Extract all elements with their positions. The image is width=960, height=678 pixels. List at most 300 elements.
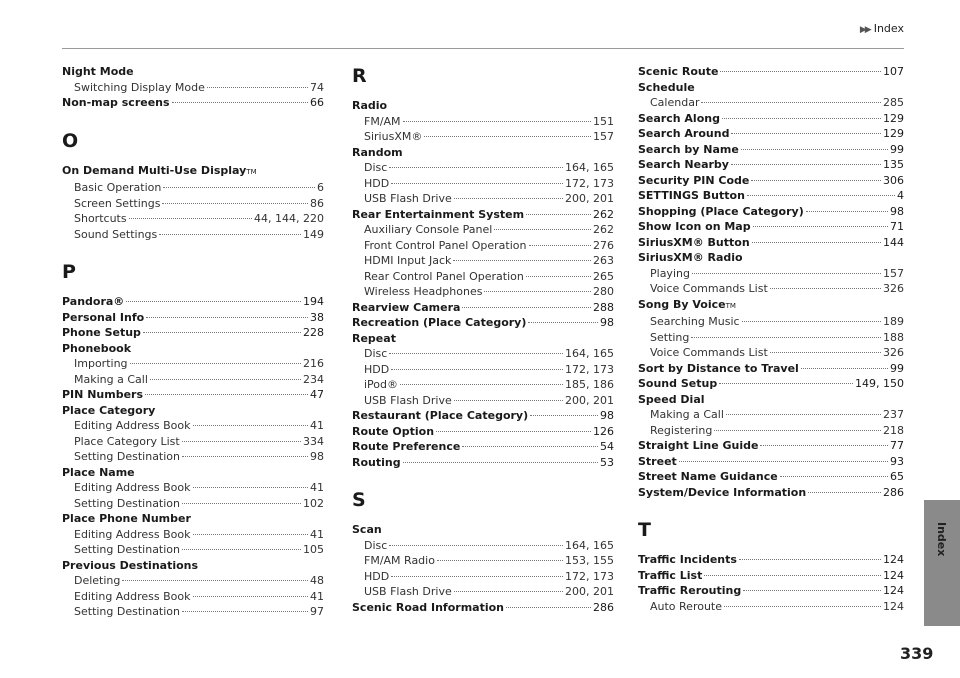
dot-leader xyxy=(182,549,301,550)
index-entry[interactable] xyxy=(638,173,904,189)
entry-text: Making a Call xyxy=(650,408,724,421)
dot-leader xyxy=(437,560,563,561)
index-subentry[interactable] xyxy=(62,356,324,372)
dot-leader xyxy=(704,575,881,576)
index-subentry[interactable] xyxy=(62,449,324,465)
index-entry[interactable] xyxy=(352,300,614,316)
entry-text: Editing Address Book xyxy=(74,481,191,494)
entry-page-ref[interactable]: 306 xyxy=(883,173,904,187)
index-subentry[interactable] xyxy=(352,238,614,254)
index-heading xyxy=(352,331,614,347)
index-heading xyxy=(638,297,904,315)
index-entry[interactable] xyxy=(352,424,614,440)
index-heading xyxy=(62,163,324,181)
entry-text: Sound Setup xyxy=(638,377,718,390)
dot-leader xyxy=(146,317,308,318)
entry-page-ref[interactable]: 98 xyxy=(890,204,904,218)
index-subentry[interactable] xyxy=(352,569,614,585)
index-entry[interactable] xyxy=(638,552,904,568)
index-column-3 xyxy=(638,64,904,614)
dot-leader xyxy=(391,576,563,577)
index-subentry[interactable] xyxy=(638,345,904,361)
dot-leader xyxy=(753,226,888,227)
entry-text: Security PIN Code xyxy=(638,173,750,187)
dot-leader xyxy=(424,136,591,137)
index-entry[interactable] xyxy=(638,111,904,127)
entry-text: Disc xyxy=(364,161,388,174)
entry-page-ref[interactable]: 98 xyxy=(600,316,614,329)
index-column-1 xyxy=(62,64,324,620)
index-entry[interactable] xyxy=(352,600,614,616)
entry-page-ref[interactable]: 98 xyxy=(310,450,324,463)
heading-text: On Demand Multi-Use Display xyxy=(62,163,247,177)
entry-page-ref[interactable]: 216 xyxy=(303,357,324,370)
index-heading xyxy=(62,64,324,80)
entry-page-ref[interactable]: 124 xyxy=(883,568,904,582)
dot-leader xyxy=(484,291,591,292)
entry-text: Non-map screens xyxy=(62,96,170,109)
entry-page-ref[interactable]: 41 xyxy=(310,481,324,494)
entry-text: SiriusXM® Button xyxy=(638,235,750,249)
index-subentry[interactable] xyxy=(62,196,324,212)
entry-page-ref[interactable]: 194 xyxy=(303,295,324,308)
page-header xyxy=(62,0,904,49)
entry-page-ref[interactable]: 286 xyxy=(593,600,614,614)
index-subentry[interactable] xyxy=(352,362,614,378)
index-subentry[interactable] xyxy=(352,129,614,145)
entry-text: PIN Numbers xyxy=(62,388,143,401)
index-entry[interactable] xyxy=(638,454,904,470)
index-subentry[interactable] xyxy=(638,281,904,297)
index-entry[interactable] xyxy=(638,235,904,251)
entry-text: Traffic List xyxy=(638,568,703,582)
entry-page-ref[interactable]: 164, 165 xyxy=(565,161,614,174)
entry-page-ref[interactable]: 286 xyxy=(883,485,904,499)
entry-page-ref[interactable]: 200, 201 xyxy=(565,192,614,205)
index-subentry[interactable] xyxy=(352,114,614,130)
entry-text: Sound Settings xyxy=(74,227,158,241)
entry-text: Traffic Incidents xyxy=(638,553,737,566)
entry-text: Phone Setup xyxy=(62,326,141,339)
entry-page-ref[interactable]: 276 xyxy=(593,238,614,252)
entry-text: Importing xyxy=(74,357,128,370)
entry-text: Voice Commands List xyxy=(650,346,768,359)
entry-page-ref[interactable]: 172, 173 xyxy=(565,176,614,190)
index-entry[interactable] xyxy=(638,361,904,377)
dot-leader xyxy=(720,71,881,72)
dot-leader xyxy=(126,301,301,302)
entry-text: Screen Settings xyxy=(74,196,161,210)
entry-text: Shortcuts xyxy=(74,212,127,225)
heading-text: Place Name xyxy=(62,465,135,479)
index-subentry[interactable] xyxy=(638,330,904,346)
entry-text: Restaurant (Place Category) xyxy=(352,409,529,422)
index-heading xyxy=(352,98,614,114)
entry-page-ref[interactable]: 53 xyxy=(600,455,614,469)
dot-leader xyxy=(770,352,881,353)
entry-page-ref[interactable]: 86 xyxy=(310,196,324,210)
index-subentry[interactable] xyxy=(62,227,324,243)
index-entry[interactable] xyxy=(62,310,324,326)
index-subentry[interactable] xyxy=(62,542,324,558)
index-entry[interactable] xyxy=(62,294,324,310)
index-entry[interactable] xyxy=(62,95,324,111)
index-subentry[interactable] xyxy=(352,222,614,238)
index-subentry[interactable] xyxy=(352,191,614,207)
dot-leader xyxy=(454,400,563,401)
entry-page-ref[interactable]: 99 xyxy=(890,142,904,156)
entry-page-ref[interactable]: 157 xyxy=(593,130,614,143)
entry-page-ref[interactable]: 288 xyxy=(593,300,614,314)
entry-page-ref[interactable]: 41 xyxy=(310,589,324,603)
entry-page-ref[interactable]: 228 xyxy=(303,326,324,339)
dot-leader xyxy=(159,234,301,235)
dot-leader xyxy=(182,456,308,457)
heading-text: Phonebook xyxy=(62,341,132,355)
entry-page-ref[interactable]: 124 xyxy=(883,584,904,597)
entry-text: Personal Info xyxy=(62,310,145,324)
index-side-tab[interactable] xyxy=(924,500,960,626)
dot-leader xyxy=(691,337,881,338)
index-subentry[interactable] xyxy=(352,160,614,176)
index-letter-heading: S xyxy=(352,489,366,511)
dot-leader xyxy=(726,414,881,415)
index-heading xyxy=(62,558,324,574)
entry-text: HDD xyxy=(364,362,390,376)
entry-page-ref[interactable]: 47 xyxy=(310,388,324,401)
entry-page-ref[interactable]: 54 xyxy=(600,440,614,453)
dot-leader xyxy=(400,384,563,385)
entry-page-ref[interactable]: 172, 173 xyxy=(565,569,614,583)
entry-page-ref[interactable]: 99 xyxy=(890,361,904,375)
entry-page-ref[interactable]: 41 xyxy=(310,419,324,432)
entry-page-ref[interactable]: 126 xyxy=(593,424,614,438)
dot-leader xyxy=(182,503,301,504)
dot-leader xyxy=(780,476,888,477)
index-entry[interactable] xyxy=(638,219,904,235)
entry-page-ref[interactable]: 77 xyxy=(890,439,904,452)
dot-leader xyxy=(742,321,881,322)
entry-page-ref[interactable]: 98 xyxy=(600,409,614,422)
dot-leader xyxy=(808,492,881,493)
entry-page-ref[interactable]: 6 xyxy=(317,181,324,194)
entry-page-ref[interactable]: 93 xyxy=(890,454,904,468)
entry-text: Rear Entertainment System xyxy=(352,207,525,221)
index-subentry[interactable] xyxy=(62,589,324,605)
index-subentry[interactable] xyxy=(62,434,324,450)
index-heading xyxy=(352,522,614,538)
index-entry[interactable] xyxy=(638,157,904,173)
entry-page-ref[interactable]: 218 xyxy=(883,423,904,437)
entry-page-ref[interactable]: 74 xyxy=(310,80,324,94)
index-entry[interactable] xyxy=(638,469,904,485)
entry-text: Search by Name xyxy=(638,142,739,156)
dot-leader xyxy=(752,242,881,243)
dot-leader xyxy=(462,307,591,308)
dot-leader xyxy=(454,591,563,592)
entry-text: Wireless Headphones xyxy=(364,285,483,298)
entry-page-ref[interactable]: 262 xyxy=(593,207,614,221)
dot-leader xyxy=(528,322,598,323)
entry-page-ref[interactable]: 97 xyxy=(310,605,324,618)
dot-leader xyxy=(130,363,301,364)
index-entry[interactable] xyxy=(638,583,904,599)
index-subentry[interactable] xyxy=(638,407,904,423)
entry-page-ref[interactable]: 237 xyxy=(883,408,904,421)
dot-leader xyxy=(679,461,888,462)
dot-leader xyxy=(391,369,563,370)
dot-leader xyxy=(530,415,598,416)
entry-page-ref[interactable]: 234 xyxy=(303,372,324,386)
entry-text: Searching Music xyxy=(650,315,740,328)
entry-page-ref[interactable]: 4 xyxy=(897,189,904,202)
entry-text: Place Category List xyxy=(74,434,180,448)
entry-page-ref[interactable]: 144 xyxy=(883,235,904,249)
page-number: 339 xyxy=(900,644,934,663)
index-letter-heading: R xyxy=(352,65,367,87)
entry-text: Scenic Road Information xyxy=(352,600,505,614)
dot-leader xyxy=(714,430,881,431)
dot-leader xyxy=(389,545,563,546)
entry-text: Pandora® xyxy=(62,295,125,308)
index-entry[interactable] xyxy=(352,408,614,424)
entry-text: HDD xyxy=(364,176,390,190)
dot-leader xyxy=(163,187,315,188)
index-subentry[interactable] xyxy=(638,599,904,615)
breadcrumb[interactable] xyxy=(860,22,904,35)
index-subentry[interactable] xyxy=(62,372,324,388)
entry-text: Auto Reroute xyxy=(650,599,723,613)
index-heading xyxy=(62,403,324,419)
entry-text: Switching Display Mode xyxy=(74,80,205,94)
index-entry[interactable] xyxy=(638,376,904,392)
double-chevron-icon: ▶▶ xyxy=(859,25,870,35)
trademark-mark: TM xyxy=(725,301,736,310)
dot-leader xyxy=(724,606,881,607)
entry-page-ref[interactable]: 265 xyxy=(593,269,614,283)
index-subentry[interactable] xyxy=(62,573,324,589)
index-heading xyxy=(62,511,324,527)
entry-page-ref[interactable]: 188 xyxy=(883,330,904,344)
entry-text: Route Option xyxy=(352,424,435,438)
entry-page-ref[interactable]: 124 xyxy=(883,553,904,566)
dot-leader xyxy=(739,559,881,560)
entry-page-ref[interactable]: 285 xyxy=(883,96,904,109)
entry-page-ref[interactable]: 65 xyxy=(890,470,904,483)
entry-text: Editing Address Book xyxy=(74,589,191,603)
entry-text: HDMI Input Jack xyxy=(364,254,452,267)
entry-page-ref[interactable]: 334 xyxy=(303,434,324,448)
entry-page-ref[interactable]: 124 xyxy=(883,599,904,613)
entry-page-ref[interactable]: 185, 186 xyxy=(565,378,614,391)
entry-page-ref[interactable]: 189 xyxy=(883,315,904,328)
entry-page-ref[interactable]: 149 xyxy=(303,227,324,241)
entry-text: Voice Commands List xyxy=(650,282,768,295)
entry-page-ref[interactable]: 164, 165 xyxy=(565,538,614,552)
entry-page-ref[interactable]: 135 xyxy=(883,158,904,171)
entry-text: HDD xyxy=(364,569,390,583)
dot-leader xyxy=(122,580,308,581)
index-subentry[interactable] xyxy=(352,284,614,300)
entry-page-ref[interactable]: 263 xyxy=(593,254,614,267)
index-entry[interactable] xyxy=(352,439,614,455)
heading-text: Radio xyxy=(352,99,388,112)
dot-leader xyxy=(389,167,563,168)
entry-page-ref[interactable]: 129 xyxy=(883,127,904,140)
index-entry[interactable] xyxy=(352,315,614,331)
dot-leader xyxy=(701,102,881,103)
entry-page-ref[interactable]: 38 xyxy=(310,310,324,324)
index-subentry[interactable] xyxy=(62,80,324,96)
entry-text: Basic Operation xyxy=(74,181,162,194)
index-entry[interactable] xyxy=(638,485,904,501)
entry-page-ref[interactable]: 326 xyxy=(883,346,904,359)
index-subentry[interactable] xyxy=(352,377,614,393)
index-subentry[interactable] xyxy=(352,553,614,569)
entry-text: System/Device Information xyxy=(638,485,807,499)
entry-text: Playing xyxy=(650,266,690,280)
index-subentry[interactable] xyxy=(352,346,614,362)
dot-leader xyxy=(436,431,591,432)
index-heading xyxy=(62,341,324,357)
entry-text: SETTINGS Button xyxy=(638,189,745,202)
index-subentry[interactable] xyxy=(352,269,614,285)
dot-leader xyxy=(731,133,881,134)
dot-leader xyxy=(162,203,308,204)
index-subentry[interactable] xyxy=(62,480,324,496)
entry-page-ref[interactable]: 41 xyxy=(310,527,324,541)
dot-leader xyxy=(193,487,309,488)
entry-page-ref[interactable]: 149, 150 xyxy=(855,377,904,390)
heading-text: Scan xyxy=(352,523,382,536)
dot-leader xyxy=(741,149,888,150)
entry-text: Setting xyxy=(650,330,690,344)
index-subentry[interactable] xyxy=(638,423,904,439)
entry-page-ref[interactable]: 48 xyxy=(310,574,324,587)
dot-leader xyxy=(806,211,888,212)
dot-leader xyxy=(182,611,308,612)
dot-leader xyxy=(747,195,895,196)
dot-leader xyxy=(453,260,591,261)
dot-leader xyxy=(801,368,888,369)
index-entry[interactable] xyxy=(62,325,324,341)
heading-text: SiriusXM® Radio xyxy=(638,251,743,264)
index-subentry[interactable] xyxy=(62,527,324,543)
entry-text: Sort by Distance to Travel xyxy=(638,361,799,375)
index-subentry[interactable] xyxy=(352,584,614,600)
entry-text: Show Icon on Map xyxy=(638,220,751,233)
entry-text: Rear Control Panel Operation xyxy=(364,269,524,283)
index-entry[interactable] xyxy=(638,188,904,204)
index-subentry[interactable] xyxy=(62,180,324,196)
entry-page-ref[interactable]: 102 xyxy=(303,496,324,510)
entry-page-ref[interactable]: 153, 155 xyxy=(565,554,614,567)
entry-text: SiriusXM® xyxy=(364,130,423,143)
index-subentry[interactable] xyxy=(352,253,614,269)
index-subentry[interactable] xyxy=(638,95,904,111)
index-subentry[interactable] xyxy=(62,211,324,227)
index-entry[interactable] xyxy=(638,126,904,142)
entry-text: Setting Destination xyxy=(74,496,181,510)
index-subentry[interactable] xyxy=(638,266,904,282)
entry-text: Routing xyxy=(352,455,401,469)
index-entry[interactable] xyxy=(638,204,904,220)
index-entry[interactable] xyxy=(638,142,904,158)
index-subentry[interactable] xyxy=(352,538,614,554)
trademark-mark: TM xyxy=(246,167,257,176)
entry-page-ref[interactable]: 105 xyxy=(303,543,324,556)
dot-leader xyxy=(751,180,881,181)
index-subentry[interactable] xyxy=(352,176,614,192)
dot-leader xyxy=(129,218,252,219)
index-entry[interactable] xyxy=(638,438,904,454)
entry-text: Scenic Route xyxy=(638,65,719,78)
dot-leader xyxy=(454,198,563,199)
entry-text: USB Flash Drive xyxy=(364,192,452,205)
heading-text: Place Category xyxy=(62,403,156,417)
dot-leader xyxy=(719,383,853,384)
entry-text: Deleting xyxy=(74,574,121,587)
entry-text: Search Nearby xyxy=(638,158,729,171)
entry-page-ref[interactable]: 200, 201 xyxy=(565,393,614,407)
index-entry[interactable] xyxy=(638,64,904,80)
index-entry[interactable] xyxy=(352,455,614,471)
entry-page-ref[interactable]: 157 xyxy=(883,266,904,280)
index-entry[interactable] xyxy=(352,207,614,223)
dot-leader xyxy=(731,164,881,165)
entry-page-ref[interactable]: 280 xyxy=(593,285,614,298)
index-subentry[interactable] xyxy=(62,604,324,620)
dot-leader xyxy=(462,446,598,447)
index-letter-heading: T xyxy=(638,519,651,541)
entry-page-ref[interactable]: 107 xyxy=(883,65,904,78)
index-subentry[interactable] xyxy=(638,314,904,330)
breadcrumb-label: Index xyxy=(873,22,904,35)
dot-leader xyxy=(172,102,308,103)
entry-page-ref[interactable]: 151 xyxy=(593,114,614,128)
index-heading xyxy=(638,250,904,266)
index-subentry[interactable] xyxy=(352,393,614,409)
entry-page-ref[interactable]: 200, 201 xyxy=(565,585,614,598)
dot-leader xyxy=(529,245,592,246)
dot-leader xyxy=(743,590,881,591)
entry-page-ref[interactable]: 172, 173 xyxy=(565,362,614,376)
entry-page-ref[interactable]: 66 xyxy=(310,96,324,109)
index-subentry[interactable] xyxy=(62,496,324,512)
index-subentry[interactable] xyxy=(62,418,324,434)
index-entry[interactable] xyxy=(638,568,904,584)
entry-page-ref[interactable]: 262 xyxy=(593,223,614,236)
index-entry[interactable] xyxy=(62,387,324,403)
entry-text: Editing Address Book xyxy=(74,419,191,432)
entry-text: Straight Line Guide xyxy=(638,439,759,452)
entry-page-ref[interactable]: 71 xyxy=(890,220,904,233)
entry-page-ref[interactable]: 129 xyxy=(883,111,904,125)
entry-page-ref[interactable]: 326 xyxy=(883,282,904,295)
dot-leader xyxy=(403,121,591,122)
index-heading xyxy=(62,465,324,481)
entry-text: Traffic Rerouting xyxy=(638,584,742,597)
entry-text: Setting Destination xyxy=(74,450,181,463)
entry-text: Setting Destination xyxy=(74,605,181,618)
dot-leader xyxy=(389,353,563,354)
index-heading xyxy=(638,80,904,96)
entry-page-ref[interactable]: 44, 144, 220 xyxy=(254,212,324,225)
dot-leader xyxy=(692,273,881,274)
entry-page-ref[interactable]: 164, 165 xyxy=(565,347,614,360)
heading-text: Previous Destinations xyxy=(62,558,199,572)
entry-text: Street Name Guidance xyxy=(638,470,778,483)
